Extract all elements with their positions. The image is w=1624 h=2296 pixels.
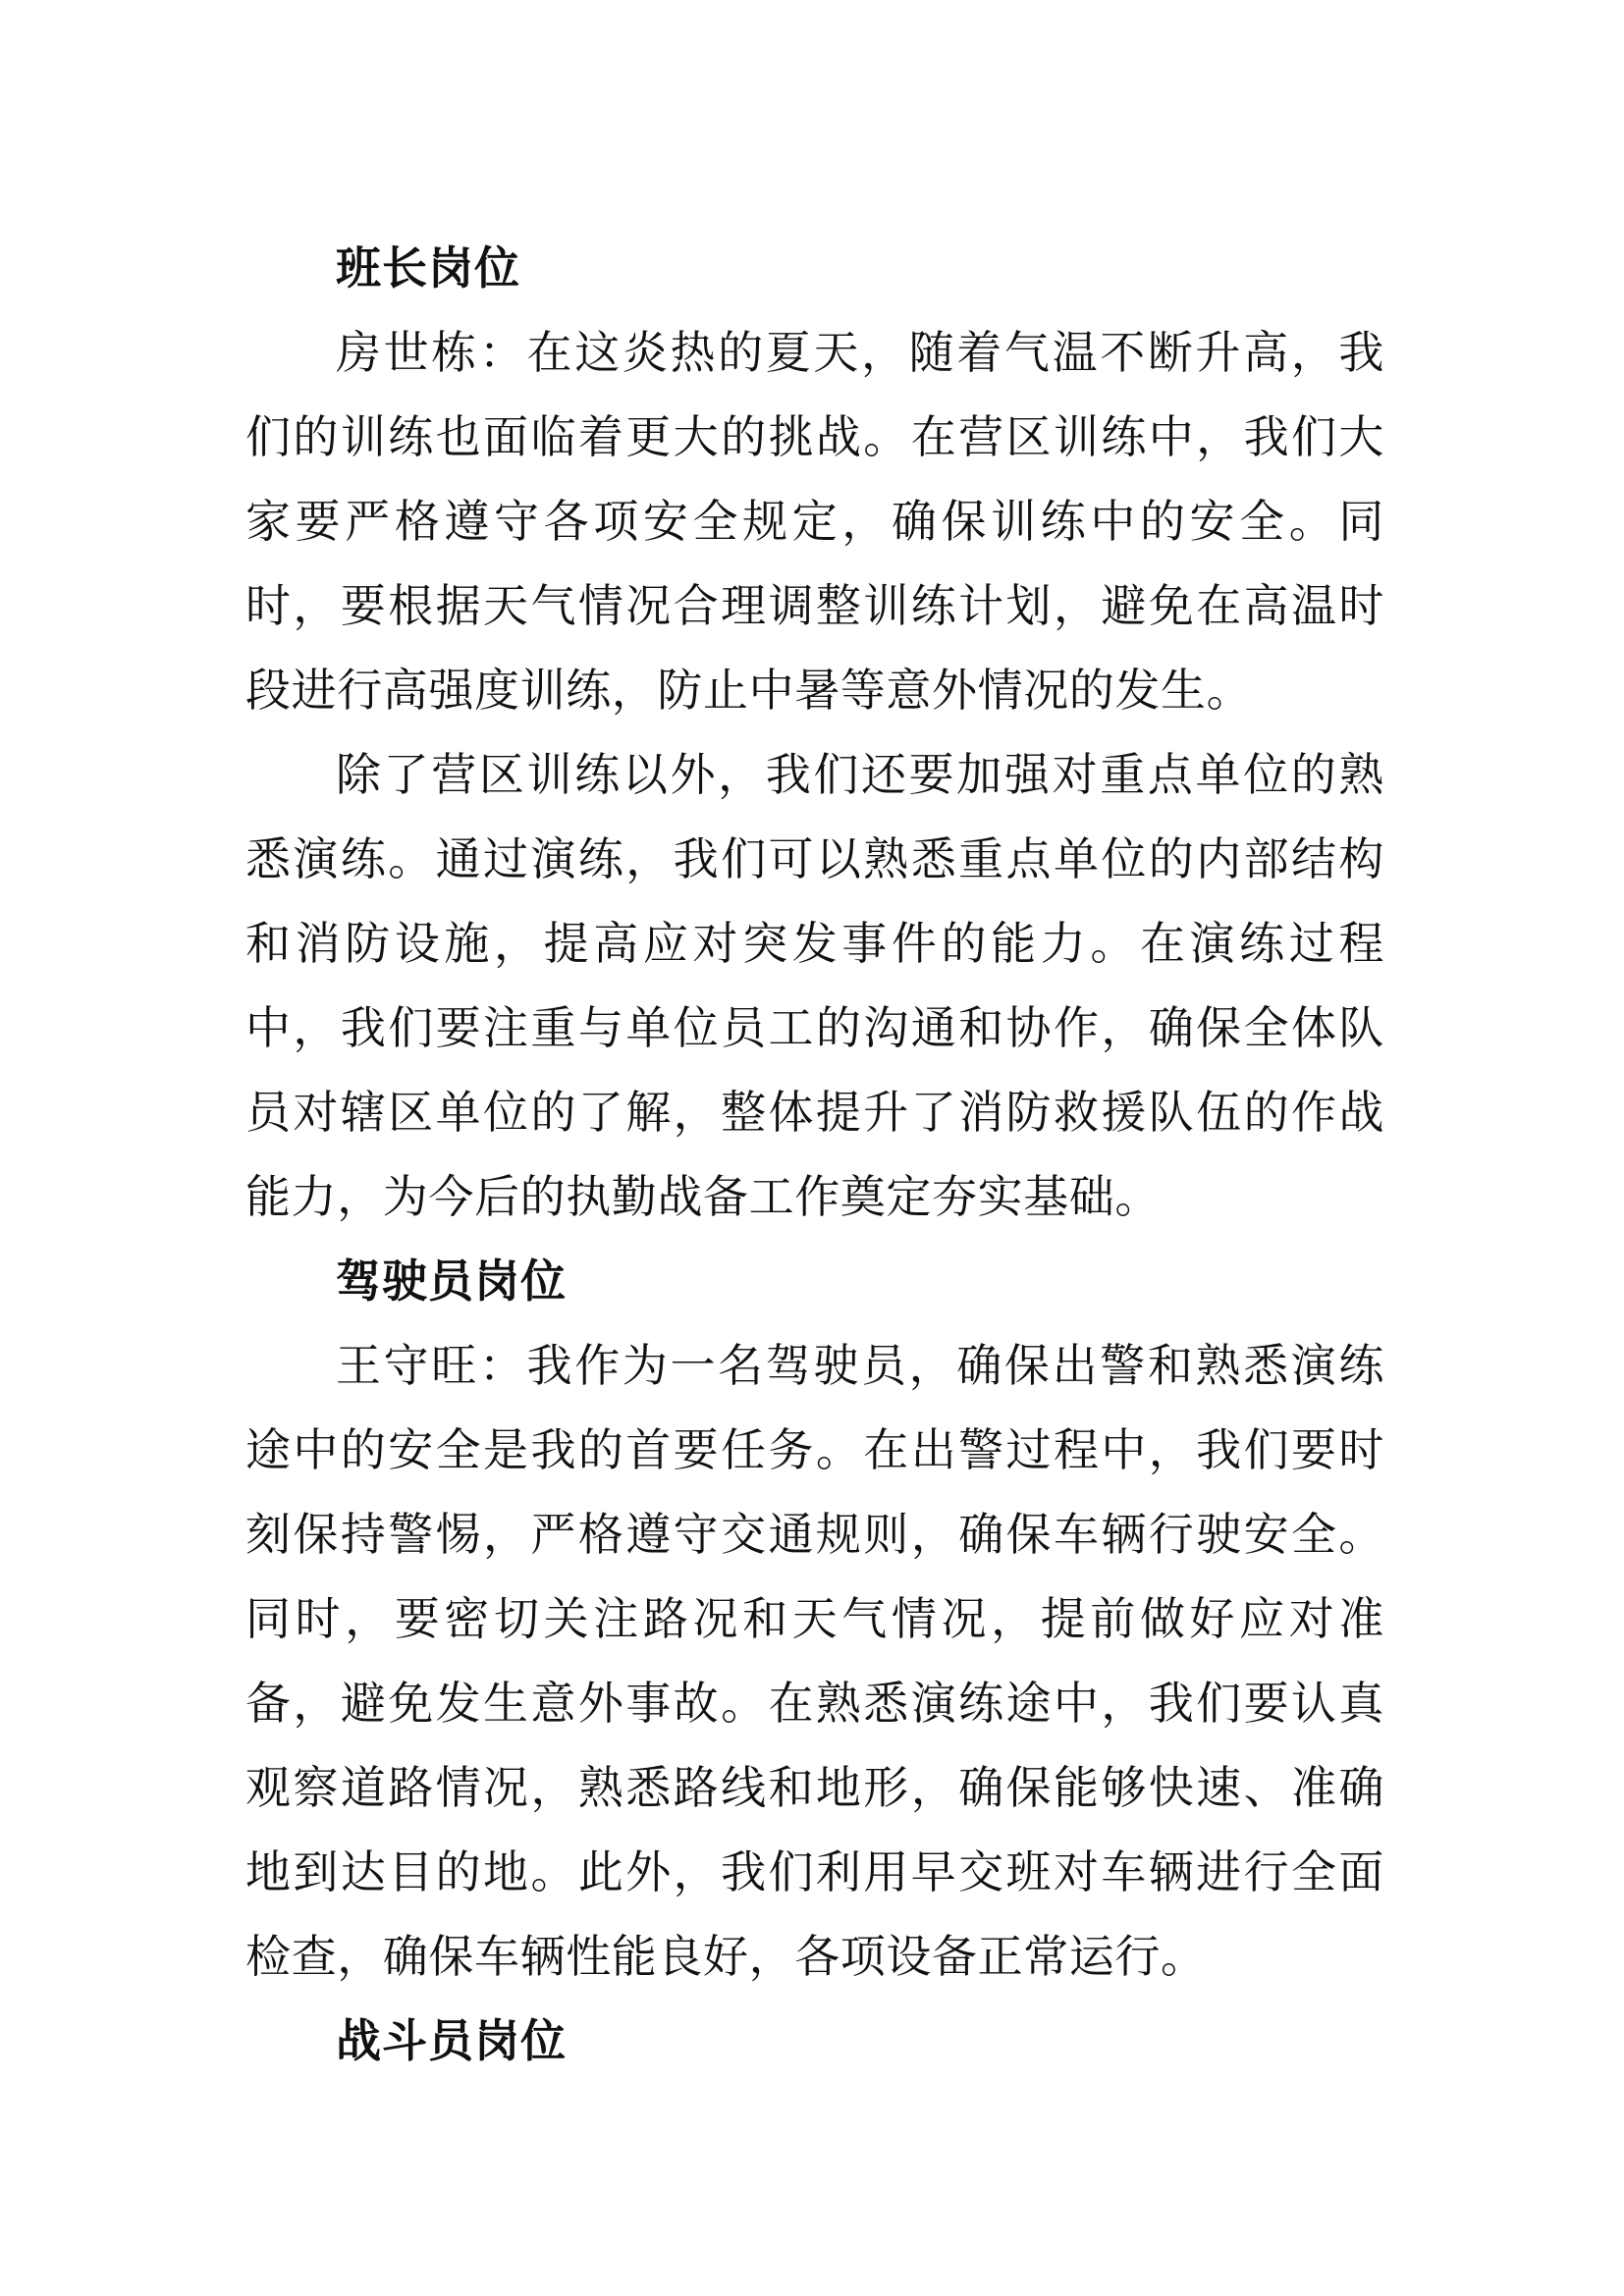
- section-heading-driver: 驾驶员岗位: [336, 1255, 567, 1308]
- paragraph-squad-leader-1: 房世栋：在这炎热的夏天，随着气温不断升高，我们的训练也面临着更大的挑战。在营区训练中，我们大家要严格遵守各项安全规定，确保训练中的安全。同时，要根据天气情况合理调整训练计划，避免在高温时段进行高强度训练，防止中暑等意外情况的发生。: [245, 326, 1384, 717]
- section-heading-squad-leader: 班长岗位: [336, 241, 520, 294]
- paragraph-squad-leader-2: 除了营区训练以外，我们还要加强对重点单位的熟悉演练。通过演练，我们可以熟悉重点单位的内部结构和消防设施，提高应对突发事件的能力。在演练过程中，我们要注重与单位员工的沟通和协作，确保全体队员对辖区单位的了解，整体提升了消防救援队伍的作战能力，为今后的执勤战备工作奠定夯实基础。: [245, 748, 1384, 1223]
- paragraph-driver-1: 王守旺：我作为一名驾驶员，确保出警和熟悉演练途中的安全是我的首要任务。在出警过程中，我们要时刻保持警惕，严格遵守交通规则，确保车辆行驶安全。同时，要密切关注路况和天气情况，提前做好应对准备，避免发生意外事故。在熟悉演练途中，我们要认真观察道路情况，熟悉路线和地形，确保能够快速、准确地到达目的地。此外，我们利用早交班对车辆进行全面检查，确保车辆性能良好，各项设备正常运行。: [245, 1339, 1384, 1983]
- document-page: [245, 226, 1384, 2083]
- section-heading-firefighter: 战斗员岗位: [336, 2014, 567, 2067]
